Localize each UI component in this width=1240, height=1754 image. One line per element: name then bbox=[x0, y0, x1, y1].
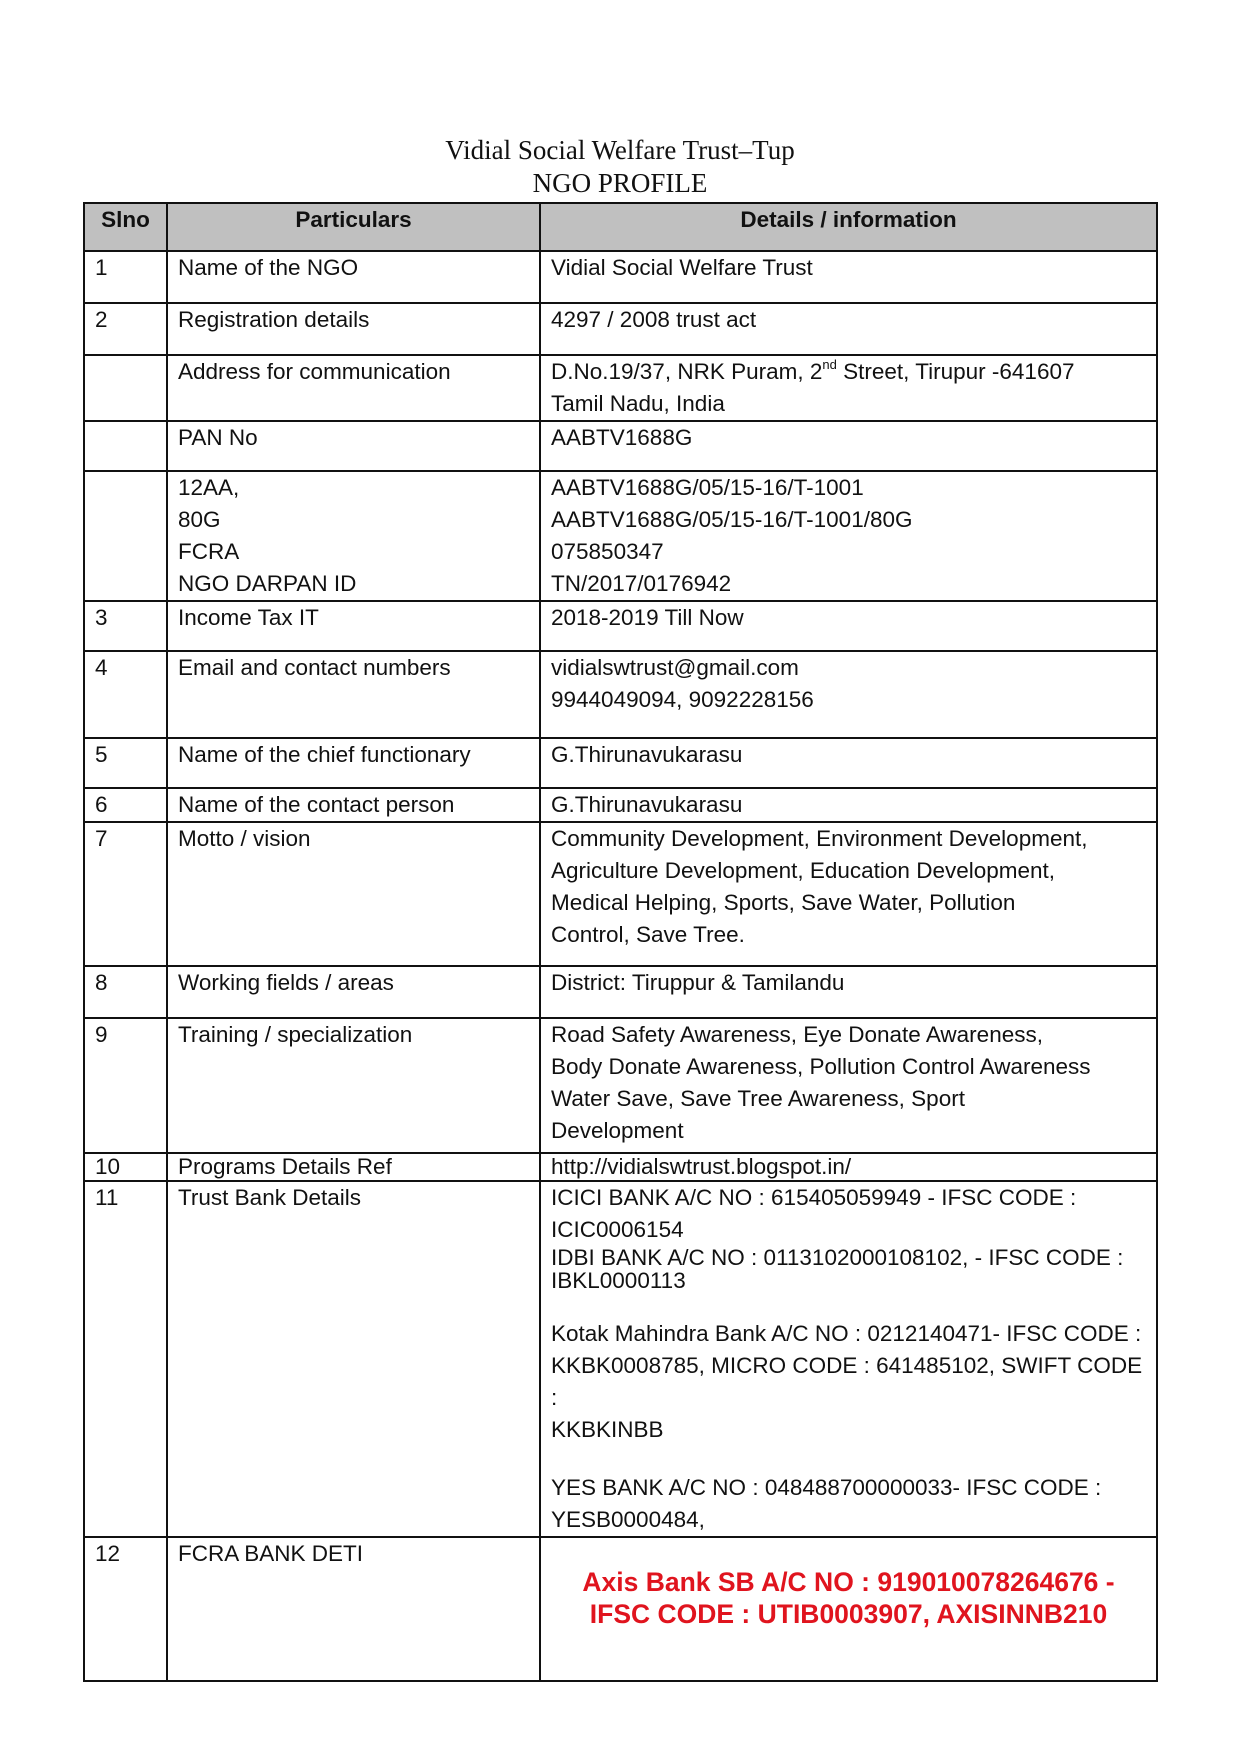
icici-bank-line: ICICI BANK A/C NO : 615405059949 - IFSC CODE : bbox=[551, 1185, 1077, 1210]
row-details: G.Thirunavukarasu bbox=[540, 788, 1157, 822]
spacer bbox=[551, 1292, 1146, 1318]
row-slno bbox=[84, 421, 167, 471]
row-slno: 3 bbox=[84, 601, 167, 651]
row-details: AABTV1688G bbox=[540, 421, 1157, 471]
spacer bbox=[551, 1446, 1146, 1472]
training-line: Body Donate Awareness, Pollution Control Awareness bbox=[551, 1054, 1091, 1079]
table-row bbox=[84, 1018, 1157, 1153]
table-row bbox=[84, 1537, 1157, 1681]
label-12aa: 12AA, bbox=[178, 475, 240, 500]
row-slno: 5 bbox=[84, 738, 167, 788]
value-fcra: 075850347 bbox=[551, 539, 664, 564]
row-particulars: Name of the chief functionary bbox=[167, 738, 540, 788]
row-details bbox=[540, 822, 1157, 966]
table-row bbox=[84, 966, 1157, 1018]
row-details bbox=[540, 471, 1157, 601]
row-details bbox=[540, 651, 1157, 738]
row-details: Vidial Social Welfare Trust bbox=[540, 251, 1157, 303]
header-particulars: Particulars bbox=[167, 203, 540, 251]
row-details: G.Thirunavukarasu bbox=[540, 738, 1157, 788]
row-slno: 4 bbox=[84, 651, 167, 738]
value-ngo-darpan-id: TN/2017/0176942 bbox=[551, 571, 732, 596]
fcra-bank-text bbox=[551, 1538, 1146, 1630]
table-row bbox=[84, 355, 1157, 421]
row-slno: 6 bbox=[84, 788, 167, 822]
training-line: Water Save, Save Tree Awareness, Sport bbox=[551, 1086, 965, 1111]
table-row bbox=[84, 303, 1157, 355]
row-details: 2018-2019 Till Now bbox=[540, 601, 1157, 651]
row-particulars: Trust Bank Details bbox=[167, 1181, 540, 1537]
motto-line: Community Development, Environment Development, bbox=[551, 826, 1088, 851]
kotak-swift-line: KKBKINBB bbox=[551, 1417, 664, 1442]
row-slno bbox=[84, 471, 167, 601]
row-particulars bbox=[167, 471, 540, 601]
label-ngo-darpan-id: NGO DARPAN ID bbox=[178, 571, 357, 596]
header-slno: Slno bbox=[84, 203, 167, 251]
table-header-row bbox=[84, 203, 1157, 251]
row-slno bbox=[84, 355, 167, 421]
table-row bbox=[84, 471, 1157, 601]
table-row bbox=[84, 788, 1157, 822]
row-details: 4297 / 2008 trust act bbox=[540, 303, 1157, 355]
training-line: Road Safety Awareness, Eye Donate Awareness, bbox=[551, 1022, 1043, 1047]
document-title: Vidial Social Welfare Trust–Tup bbox=[445, 135, 795, 165]
row-slno: 2 bbox=[84, 303, 167, 355]
row-slno: 7 bbox=[84, 822, 167, 966]
ngo-profile-table bbox=[83, 202, 1158, 1682]
axis-ifsc-line: IFSC CODE : UTIB0003907, AXISINNB210 bbox=[589, 1599, 1108, 1629]
table-row bbox=[84, 1153, 1157, 1181]
row-particulars: Registration details bbox=[167, 303, 540, 355]
row-particulars: Working fields / areas bbox=[167, 966, 540, 1018]
kotak-bank-line: Kotak Mahindra Bank A/C NO : 0212140471- IFSC CODE : bbox=[551, 1321, 1142, 1346]
yes-ifsc-line: YESB0000484, bbox=[551, 1507, 705, 1532]
fcra-bank-details bbox=[540, 1537, 1157, 1681]
address-line-1: D.No.19/37, NRK Puram, 2nd Street, Tirupur -641607 bbox=[551, 357, 1075, 384]
row-slno: 8 bbox=[84, 966, 167, 1018]
table-row bbox=[84, 601, 1157, 651]
idbi-bank-line: IDBI BANK A/C NO : 0113102000108102, - IFSC CODE : bbox=[551, 1245, 1124, 1270]
icici-ifsc-line: ICIC0006154 bbox=[551, 1217, 684, 1242]
value-80g: AABTV1688G/05/15-16/T-1001/80G bbox=[551, 507, 913, 532]
row-particulars: Name of the NGO bbox=[167, 251, 540, 303]
row-slno: 9 bbox=[84, 1018, 167, 1153]
row-slno: 10 bbox=[84, 1153, 167, 1181]
yes-bank-line: YES BANK A/C NO : 048488700000033- IFSC CODE : bbox=[551, 1475, 1102, 1500]
motto-line: Control, Save Tree. bbox=[551, 922, 745, 947]
motto-line: Agriculture Development, Education Development, bbox=[551, 858, 1056, 883]
label-80g: 80G bbox=[178, 507, 221, 532]
table-row bbox=[84, 421, 1157, 471]
idbi-ifsc-line: IBKL0000113 bbox=[551, 1268, 686, 1293]
table-row bbox=[84, 822, 1157, 966]
table-row bbox=[84, 651, 1157, 738]
row-particulars: Address for communication bbox=[167, 355, 540, 421]
row-particulars: Programs Details Ref bbox=[167, 1153, 540, 1181]
value-12aa: AABTV1688G/05/15-16/T-1001 bbox=[551, 475, 864, 500]
row-slno: 11 bbox=[84, 1181, 167, 1537]
row-slno: 1 bbox=[84, 251, 167, 303]
row-details: District: Tiruppur & Tamilandu bbox=[540, 966, 1157, 1018]
trust-bank-details bbox=[540, 1181, 1157, 1537]
row-particulars: Name of the contact person bbox=[167, 788, 540, 822]
email-link[interactable]: vidialswtrust@gmail.com bbox=[551, 655, 799, 680]
table-row bbox=[84, 1181, 1157, 1537]
training-line: Development bbox=[551, 1118, 684, 1143]
header-details: Details / information bbox=[540, 203, 1157, 251]
table-row bbox=[84, 738, 1157, 788]
table-row bbox=[84, 251, 1157, 303]
document-subtitle: NGO PROFILE bbox=[532, 168, 708, 198]
axis-bank-line: Axis Bank SB A/C NO : 919010078264676 - bbox=[582, 1567, 1115, 1597]
programs-link[interactable]: http://vidialswtrust.blogspot.in/ bbox=[540, 1153, 1157, 1181]
row-particulars: Income Tax IT bbox=[167, 601, 540, 651]
row-particulars: PAN No bbox=[167, 421, 540, 471]
address-line-2: Tamil Nadu, India bbox=[551, 391, 725, 416]
row-particulars: Motto / vision bbox=[167, 822, 540, 966]
row-particulars: FCRA BANK DETI bbox=[167, 1537, 540, 1681]
row-details bbox=[540, 355, 1157, 421]
motto-line: Medical Helping, Sports, Save Water, Pollution bbox=[551, 890, 1016, 915]
kotak-codes-line: KKBK0008785, MICRO CODE : 641485102, SWIFT CODE : bbox=[551, 1353, 1143, 1410]
row-slno: 12 bbox=[84, 1537, 167, 1681]
label-fcra: FCRA bbox=[178, 539, 240, 564]
row-particulars: Email and contact numbers bbox=[167, 651, 540, 738]
row-details bbox=[540, 1018, 1157, 1153]
row-particulars: Training / specialization bbox=[167, 1018, 540, 1153]
phone-numbers: 9944049094, 9092228156 bbox=[551, 687, 814, 712]
